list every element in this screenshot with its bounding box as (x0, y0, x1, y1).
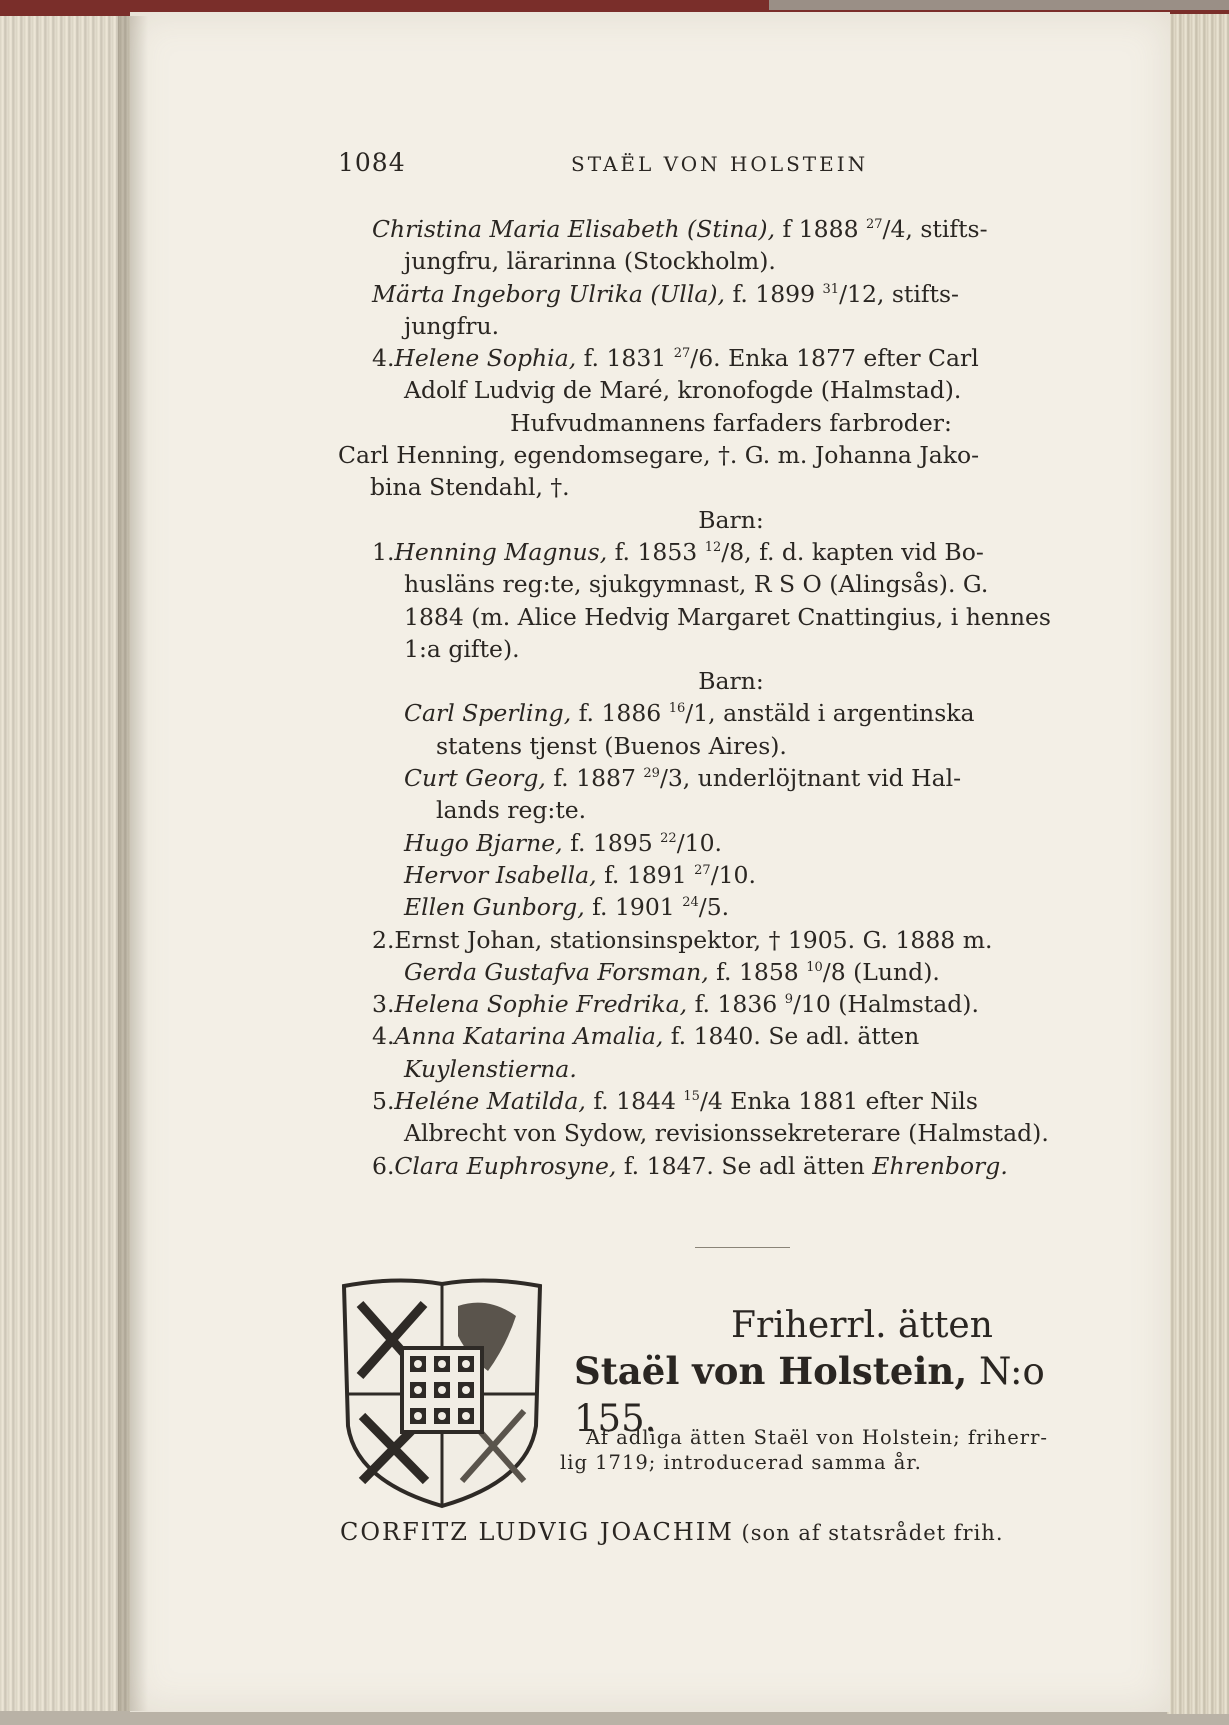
entry-name: Henning Magnus, (394, 537, 608, 566)
book-page-edges-left (0, 16, 136, 1711)
entry-text: /10. (710, 860, 756, 889)
entry-number: 4. (372, 1022, 395, 1051)
entry-helene-matilda (372, 1085, 1124, 1117)
section-note-line: lig 1719; introducerad samma år. (560, 1451, 922, 1474)
entry-henning-cont: 1884 (m. Alice Hedvig Margaret Cnattingius, i hennes (404, 602, 1051, 631)
date-day: 22 (660, 830, 677, 846)
entry-helene (372, 342, 1124, 374)
entry-name: CORFITZ LUDVIG JOACHIM (340, 1518, 734, 1546)
entry-text: /1, anstäld i argentinska (685, 699, 975, 728)
page-number: 1084 (338, 148, 406, 177)
entry-carl-sperling (404, 697, 1124, 729)
entry-text: f. 1899 (724, 279, 823, 308)
entry-text: f. 1901 (584, 893, 683, 922)
entry-text: /4 Enka 1881 efter Nils (699, 1087, 978, 1116)
entry-name: Hervor Isabella, (404, 860, 597, 889)
entry-number: 1. (372, 537, 395, 566)
entry-henning-cont: husläns reg:te, sjukgymnast, R S O (Alingsås). G. (404, 570, 989, 599)
section-note-line: Af adliga ätten Staël von Holstein; friherr- (586, 1426, 1048, 1449)
date-day: 16 (668, 701, 686, 717)
entry-helena (372, 988, 1124, 1020)
final-entry (340, 1518, 1130, 1546)
entry-carl-henning: Carl Henning, egendomsegare, †. G. m. Johanna Jako- (338, 441, 980, 470)
entry-text: f. 1847. Se adl ätten (616, 1151, 873, 1180)
entry-christina-cont: jungfru, lärarinna (Stockholm). (404, 247, 776, 276)
entry-name: Clara Euphrosyne, (394, 1151, 617, 1180)
entry-text: f. 1858 (708, 957, 807, 986)
entry-curt (404, 762, 1124, 794)
entry-text: f. 1840. Se adl. ätten (663, 1022, 920, 1051)
section-note (560, 1425, 1120, 1475)
entry-name: Anna Katarina Amalia, (394, 1022, 664, 1051)
entry-text: f. 1895 (562, 828, 661, 857)
family-reference: Ehrenborg. (872, 1151, 1008, 1180)
entry-text: f. 1887 (545, 764, 644, 793)
entry-name: Heléne Matilda, (394, 1087, 586, 1116)
entry-text: f 1888 (775, 215, 866, 243)
family-name: Staël von Holstein, (574, 1349, 968, 1393)
running-header (338, 148, 1118, 184)
entry-marta (372, 278, 1124, 310)
entry-name: Ellen Gunborg, (404, 893, 585, 922)
entry-text: /8, f. d. kapten vid Bo- (721, 537, 984, 566)
entry-text: /6. Enka 1877 efter Carl (690, 344, 979, 373)
entry-text: (son af statsrådet frih. (733, 1521, 1004, 1545)
entry-curt-cont: lands reg:te. (436, 796, 587, 825)
subheading-farbroder: Hufvudmannens farfaders farbroder: (510, 408, 952, 437)
entry-text: f. 1853 (607, 537, 705, 566)
date-day: 29 (643, 766, 660, 782)
entry-hugo (404, 827, 1124, 859)
date-day: 10 (806, 960, 823, 975)
entry-helene-matilda-cont: Albrecht von Sydow, revisionssekreterare (Halmstad). (404, 1119, 1049, 1148)
book-page-edges-right (1167, 14, 1229, 1714)
entry-text: f. 1891 (596, 860, 695, 889)
spine-shadow (118, 16, 148, 1711)
entry-clara (372, 1150, 1124, 1182)
entry-name: Gerda Gustafva Forsman, (404, 957, 709, 986)
entry-text: f. 1831 (576, 344, 674, 373)
date-day: 27 (866, 217, 883, 233)
entry-number: 3. (372, 990, 395, 1019)
section-divider (695, 1247, 790, 1248)
subheading-barn: Barn: (698, 505, 764, 534)
entry-text: /3, underlöjtnant vid Hal- (659, 764, 962, 793)
family-reference: Kuylenstierna. (404, 1054, 577, 1083)
date-day: 15 (683, 1089, 700, 1105)
date-day: 27 (673, 346, 691, 362)
entry-name: Hugo Bjarne, (404, 828, 563, 857)
entry-text: f. 1844 (585, 1087, 684, 1116)
date-day: 24 (682, 895, 699, 911)
entry-text: /12, stifts- (839, 279, 959, 308)
entry-name: Märta Ingeborg Ulrika (Ulla), (372, 279, 725, 308)
entry-henning-magnus (372, 536, 1124, 568)
entry-text: /8 (Lund). (822, 957, 940, 986)
running-title: STAËL VON HOLSTEIN (571, 152, 869, 176)
entry-name: Helene Sophia, (394, 344, 577, 373)
entry-name: Helena Sophie Fredrika, (394, 990, 688, 1019)
subheading-barn: Barn: (698, 667, 764, 696)
table-surface-right (769, 0, 1229, 10)
entry-text: f. 1886 (571, 699, 669, 728)
entry-ernst (372, 924, 1124, 956)
section-title (574, 1304, 1114, 1442)
entry-number: 2. (372, 925, 395, 954)
date-day: 9 (784, 992, 793, 1008)
entry-anna (372, 1020, 1124, 1052)
date-day: 31 (822, 281, 840, 297)
entry-name: Carl Sperling, (404, 699, 572, 728)
entry-text: /10 (Halmstad). (792, 990, 979, 1019)
entry-text: /4, stifts- (882, 215, 988, 243)
date-day: 12 (704, 540, 722, 556)
entry-helene-cont: Adolf Ludvig de Maré, kronofogde (Halmstad). (404, 376, 962, 405)
entry-christina (372, 213, 1124, 245)
entry-ernst-cont (404, 956, 1124, 988)
entry-text: /10. (676, 828, 722, 857)
entry-number: 4. (372, 344, 395, 373)
entry-henning-cont: 1:a gifte). (404, 634, 520, 663)
entry-text: f. 1836 (687, 990, 785, 1019)
entry-marta-cont: jungfru. (404, 311, 500, 340)
entry-ellen (404, 891, 1124, 923)
entry-name: Christina Maria Elisabeth (Stina), (372, 215, 776, 243)
entry-name: Curt Georg, (404, 764, 546, 793)
entry-text: Ernst Johan, stationsinspektor, † 1905. G. 1888 m. (394, 925, 993, 954)
entry-carl-sperling-cont: statens tjenst (Buenos Aires). (436, 731, 787, 760)
entry-number: 6. (372, 1151, 395, 1180)
date-day: 27 (694, 863, 711, 879)
entry-anna-cont (404, 1053, 1124, 1085)
coat-of-arms-icon (338, 1276, 546, 1510)
entry-carl-henning-cont: bina Stendahl, †. (370, 473, 570, 502)
entry-number: 5. (372, 1087, 395, 1116)
genealogy-entries (338, 213, 1124, 1182)
family-number: N:o 155. (574, 1350, 1045, 1440)
entry-hervor (404, 859, 1124, 891)
entry-text: /5. (698, 893, 730, 922)
section-title-line1: Friherrl. ätten (731, 1305, 993, 1346)
